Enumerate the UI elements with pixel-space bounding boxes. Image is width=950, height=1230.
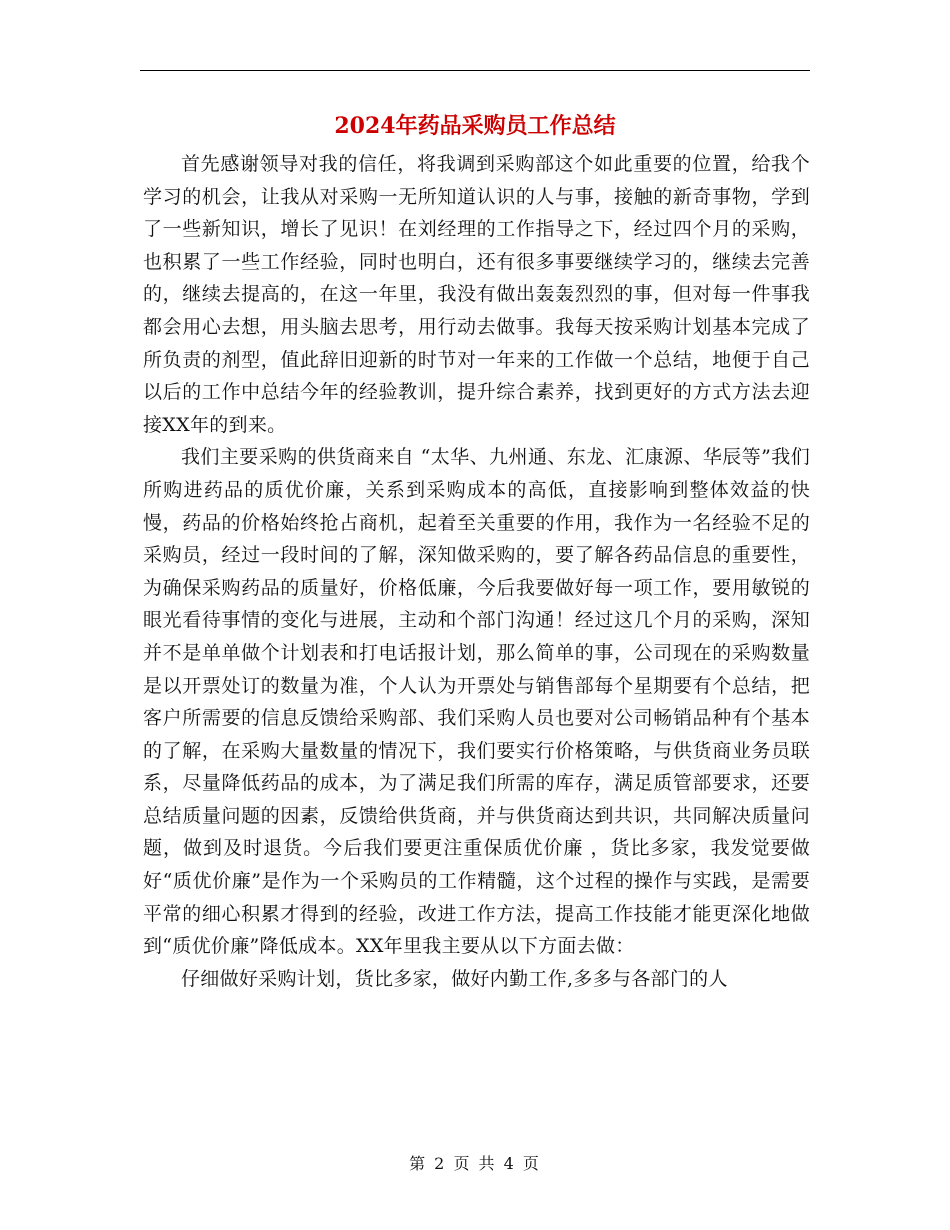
- header-rule: [140, 70, 810, 71]
- paragraph-3: 仔细做好采购计划，货比多家，做好内勤工作,多多与各部门的人: [181, 967, 728, 990]
- document-title: 2024年药品采购员工作总结: [334, 113, 616, 139]
- document-body: [143, 148, 810, 995]
- paragraph-2: 我们主要采购的供货商来自 “太华、九州通、东龙、汇康源、华辰等”我们所购进药品的质优价廉，关系到采购成本的高低，直接影响到整体效益的快慢，药品的价格始终抢占商机，起着至关重要的作用，我作为一名经验不足的采购员，经过一段时间的了解，深知做采购的，要了解各药品信息的重要性，为确保采购药品的质量好，价格低廉，今后我要做好每一项工作，要用敏锐的眼光看待事情的变化与进展，主动和个部门沟通！经过这几个月的采购，深知并不是单单做个计划表和打电话报计划，那么简单的事，公司现在的采购数量是以开票处订的数量为准，个人认为开票处与销售部每个星期要有个总结，把客户所需要的信息反馈给采购部、我们采购人员也要对公司畅销品种有个基本的了解，在采购大量数量的情况下，我们要实行价格策略，与供货商业务员联系，尽量降低药品的成本，为了满足我们所需的库存，满足质管部要求，还要总结质量问题的因素，反馈给供货商，并与供货商达到共识，共同解决质量问题，做到及时退货。今后我们要更注重保质优价廉 ，货比多家，我发觉要做好“质优价廉”是作为一个采购员的工作精髓，这个过程的操作与实践，是需要平常的细心积累才得到的经验，改进工作方法，提高工作技能才能更深化地做到“质优价廉”降低成本。XX年里我主要从以下方面去做：: [143, 446, 810, 958]
- paragraph-1: 首先感谢领导对我的信任，将我调到采购部这个如此重要的位置，给我个学习的机会，让我从对采购一无所知道认识的人与事，接触的新奇事物，学到了一些新知识，增长了见识！在刘经理的工作指导之下，经过四个月的采购，也积累了一些工作经验，同时也明白，还有很多事要继续学习的，继续去完善的，继续去提高的，在这一年里，我没有做出轰轰烈烈的事，但对每一件事我都会用心去想，用头脑去思考，用行动去做事。我每天按采购计划基本完成了所负责的剂型，值此辞旧迎新的时节对一年来的工作做一个总结，地便于自己以后的工作中总结今年的经验教训，提升综合素养，找到更好的方式方法去迎接XX年的到来。: [143, 153, 810, 436]
- page-number-footer: 第 2 页 共 4 页: [409, 1154, 541, 1173]
